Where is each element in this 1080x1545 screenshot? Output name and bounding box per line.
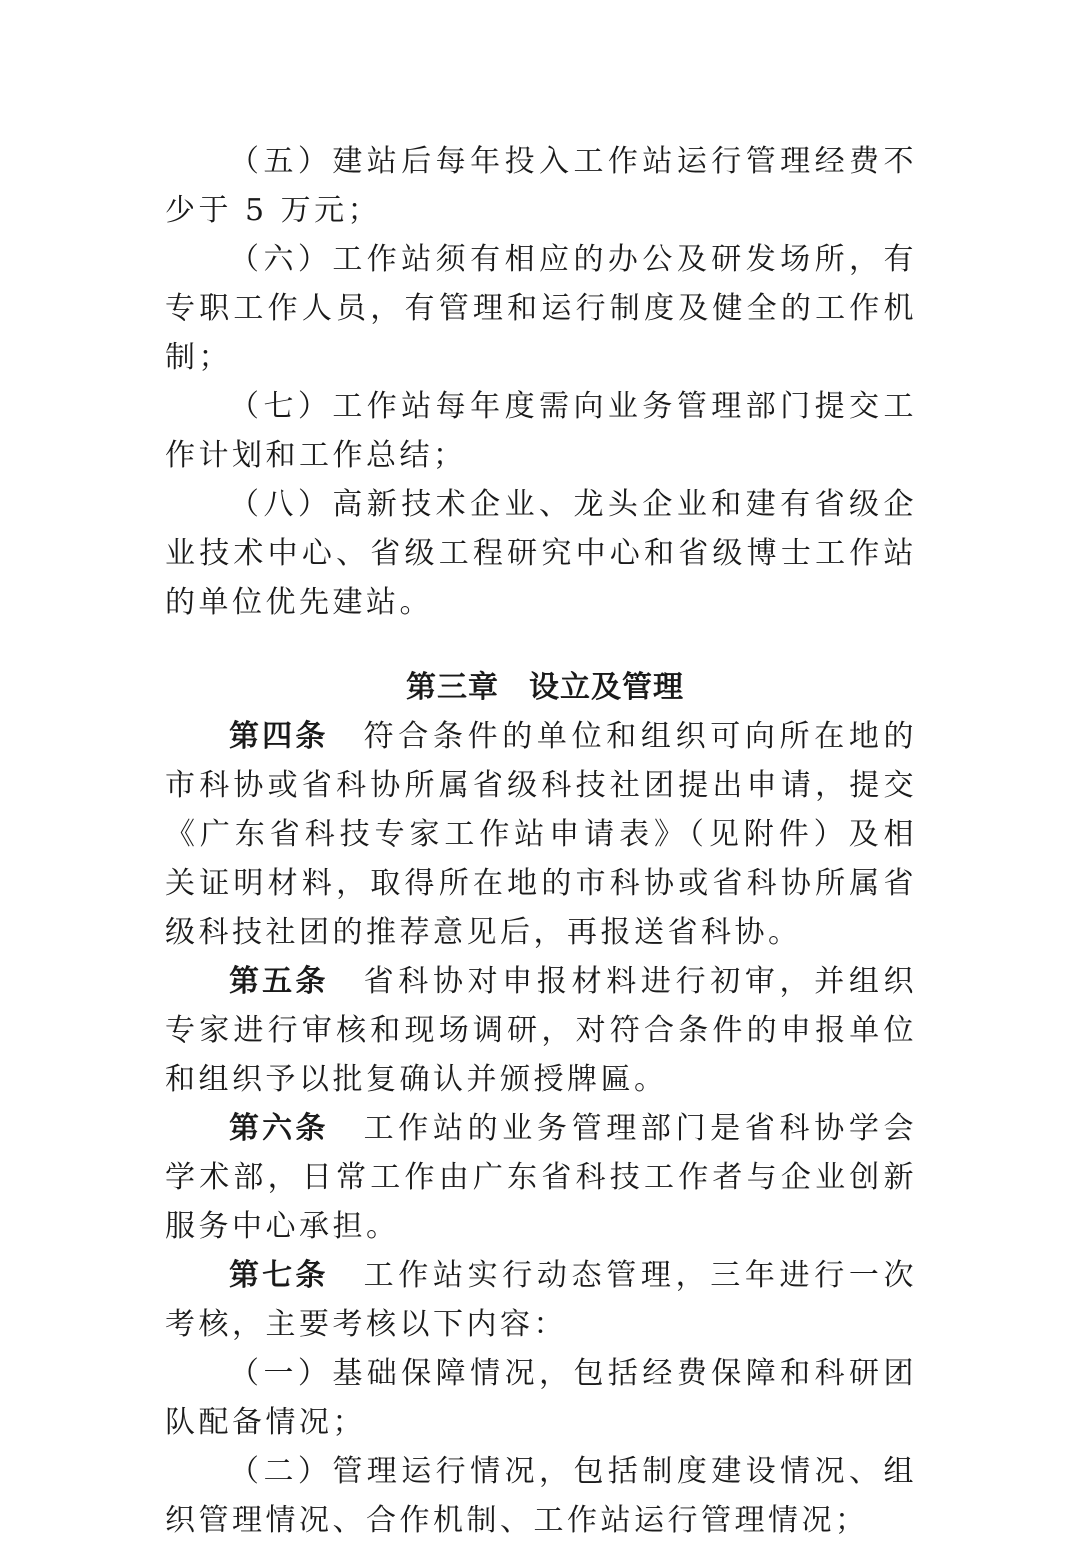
article-4 xyxy=(165,712,917,957)
chapter-heading xyxy=(165,663,917,712)
paragraph-item-7: （七）工作站每年度需向业务管理部门提交工作计划和工作总结； xyxy=(165,389,917,473)
paragraph-item-1: （一）基础保障情况，包括经费保障和科研团队配备情况； xyxy=(165,1356,917,1440)
paragraph-item-2: （二）管理运行情况，包括制度建设情况、组织管理情况、合作机制、工作站运行管理情况； xyxy=(165,1454,917,1538)
article-7 xyxy=(165,1251,917,1349)
article-text: 省科协对申报材料进行初审，并组织专家进行审核和现场调研，对符合条件的申报单位和组织予以批复确认并颁授牌匾。 xyxy=(165,964,918,1097)
article-6 xyxy=(165,1104,917,1251)
article-text: 工作站实行动态管理，三年进行一次考核，主要考核以下内容： xyxy=(165,1258,918,1342)
article-5 xyxy=(165,957,917,1104)
chapter-number: 第三章 xyxy=(406,670,499,705)
chapter-title: 设立及管理 xyxy=(529,670,684,705)
article-text: 符合条件的单位和组织可向所在地的市科协或省科协所属省级科技社团提出申请，提交《广东省科技专家工作站申请表》（见附件）及相关证明材料，取得所在地的市科协或省科协所属省级科技社团的推荐意见后，再报送省科协。 xyxy=(165,719,918,950)
paragraph-item-8: （八）高新技术企业、龙头企业和建有省级企业技术中心、省级工程研究中心和省级博士工作站的单位优先建站。 xyxy=(165,487,917,620)
paragraph-item-5: （五）建站后每年投入工作站运行管理经费不少于 5 万元； xyxy=(165,144,917,228)
article-label: 第四条 xyxy=(229,719,329,754)
paragraph-item-6: （六）工作站须有相应的办公及研发场所，有专职工作人员，有管理和运行制度及健全的工作机制； xyxy=(165,242,917,375)
document-body xyxy=(165,137,917,1545)
article-label: 第七条 xyxy=(229,1258,329,1293)
article-label: 第五条 xyxy=(229,964,329,999)
article-label: 第六条 xyxy=(229,1111,329,1146)
article-text: 工作站的业务管理部门是省科协学会学术部，日常工作由广东省科技工作者与企业创新服务中心承担。 xyxy=(165,1111,918,1244)
